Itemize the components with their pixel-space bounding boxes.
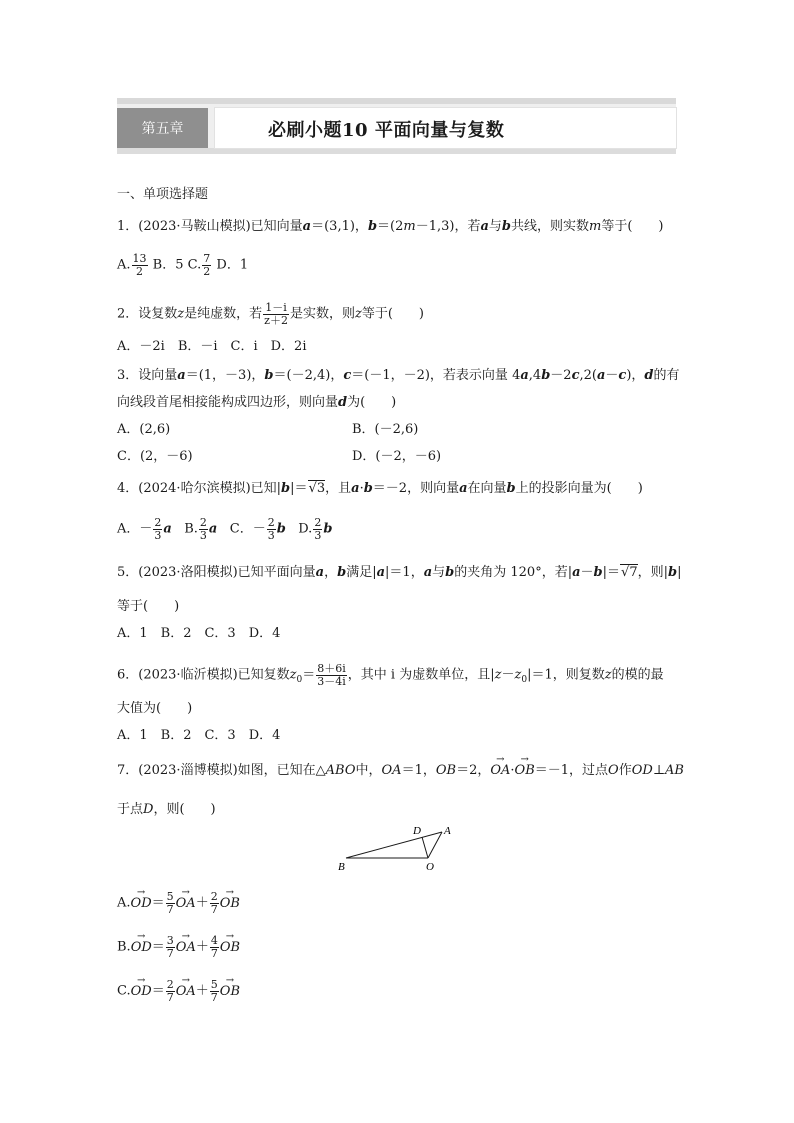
chapter-label: 第五章 — [117, 108, 208, 148]
fraction: $\frac{5}{7}$ — [210, 978, 218, 1004]
question-3-line2: 向线段首尾相接能构成四边形，则向量d为( ) — [117, 395, 397, 410]
question-7-line2: 于点D，则( ) — [117, 802, 216, 817]
question-3-option-b: B．(－2,6) — [352, 422, 419, 437]
question-5-line2: 等于( ) — [117, 599, 180, 614]
question-4: 4．(2024·哈尔滨模拟)已知|b|＝√3，且a·b＝－2，则向量a在向量b上的投影向量为( ) — [117, 481, 643, 496]
question-3-option-d: D．(－2，－6) — [352, 449, 442, 464]
fraction: $\frac{2}{3}$ — [154, 516, 162, 542]
section-heading: 一、单项选择题 — [117, 187, 209, 202]
segment-od — [422, 837, 428, 858]
page-title: 必刷小题10 平面向量与复数 — [268, 120, 505, 141]
fraction: $\frac{2}{3}$ — [314, 516, 322, 542]
segment-oa — [428, 832, 442, 858]
fraction: $\frac{2}{3}$ — [267, 516, 275, 542]
fraction: $\frac{3}{7}$ — [166, 934, 174, 960]
fraction: $\frac{2}{7}$ — [210, 890, 218, 916]
question-2: 2．设复数z是纯虚数，若 $\frac{1-i}{z+2}$ 是实数，则z等于( ) — [117, 301, 424, 327]
fraction: $\frac{4}{7}$ — [210, 934, 218, 960]
question-5: 5．(2023·洛阳模拟)已知平面向量a，b满足|a|＝1，a与b的夹角为 120°，若|a－b|＝√7，则|b| — [117, 565, 682, 580]
question-6-line2: 大值为( ) — [117, 701, 193, 716]
fraction: $\frac{1-i}{z+2}$ — [264, 301, 288, 327]
fraction: $\frac{2}{7}$ — [166, 978, 174, 1004]
fraction: $\frac{5}{7}$ — [166, 890, 174, 916]
fraction: $\frac{2}{3}$ — [199, 516, 207, 542]
question-7: 7．(2023·淄博模拟)如图，已知在△ABO中，OA＝1，OB＝2，→ OA·→ OB＝－1，过点O作OD⊥AB — [117, 764, 684, 777]
question-3-line1: 3．设向量a＝(1，－3)，b＝(－2,4)，c＝(－1，－2)，若表示向量 4a,4b－2c,2(a－c)，d的有 — [117, 368, 680, 383]
segment-ba — [346, 832, 442, 858]
fraction: $\frac{13}{2}$ — [132, 252, 147, 278]
label-b: B — [338, 861, 345, 873]
banner-top-strip — [117, 98, 676, 104]
question-6: 6．(2023·临沂模拟)已知复数$z_0=$ $\frac{8+6i}{3-4i}$ ，其中 i 为虚数单位，且$|z-z_0|=1$，则复数z的模的最 — [117, 662, 664, 688]
question-6-options: A．1 B．2 C．3 D．4 — [117, 728, 281, 743]
label-a: A — [444, 825, 451, 837]
question-1-options: A. $\frac{13}{2}$ B．5 C. $\frac{7}{2}$ D．1 — [117, 252, 249, 278]
question-7-option-c: C.→ OD＝ $\frac{2}{7}$ → OA＋ $\frac{5}{7}$ → OB — [117, 979, 240, 1003]
banner-bottom-strip — [117, 148, 676, 154]
triangle-figure — [336, 822, 456, 874]
sqrt: √3 — [308, 481, 326, 496]
question-4-options: A．－ $\frac{2}{3}$ a B. $\frac{2}{3}$ a C．－ $\frac{2}{3}$ b D. $\frac{2}{3}$ b — [117, 516, 333, 542]
question-1: 1．(2023·马鞍山模拟)已知向量a＝(3,1)，b＝(2m－1,3)，若a与b共线，则实数m等于( ) — [117, 219, 664, 234]
label-d: D — [413, 825, 421, 837]
question-3-option-c: C．(2，－6) — [117, 449, 193, 464]
question-2-options: A．－2i B．－i C．i D．2i — [117, 339, 307, 354]
question-5-options: A．1 B．2 C．3 D．4 — [117, 626, 281, 641]
question-7-option-a: A.→ OD＝ $\frac{5}{7}$ → OA＋ $\frac{2}{7}$ → OB — [117, 891, 240, 915]
fraction: $\frac{8+6i}{3-4i}$ — [317, 662, 346, 688]
label-o: O — [426, 861, 434, 873]
question-7-option-b: B.→ OD＝ $\frac{3}{7}$ → OA＋ $\frac{4}{7}$ → OB — [117, 935, 240, 959]
fraction: $\frac{7}{2}$ — [203, 252, 211, 278]
sqrt: √7 — [621, 565, 638, 580]
question-3-option-a: A．(2,6) — [117, 422, 171, 437]
